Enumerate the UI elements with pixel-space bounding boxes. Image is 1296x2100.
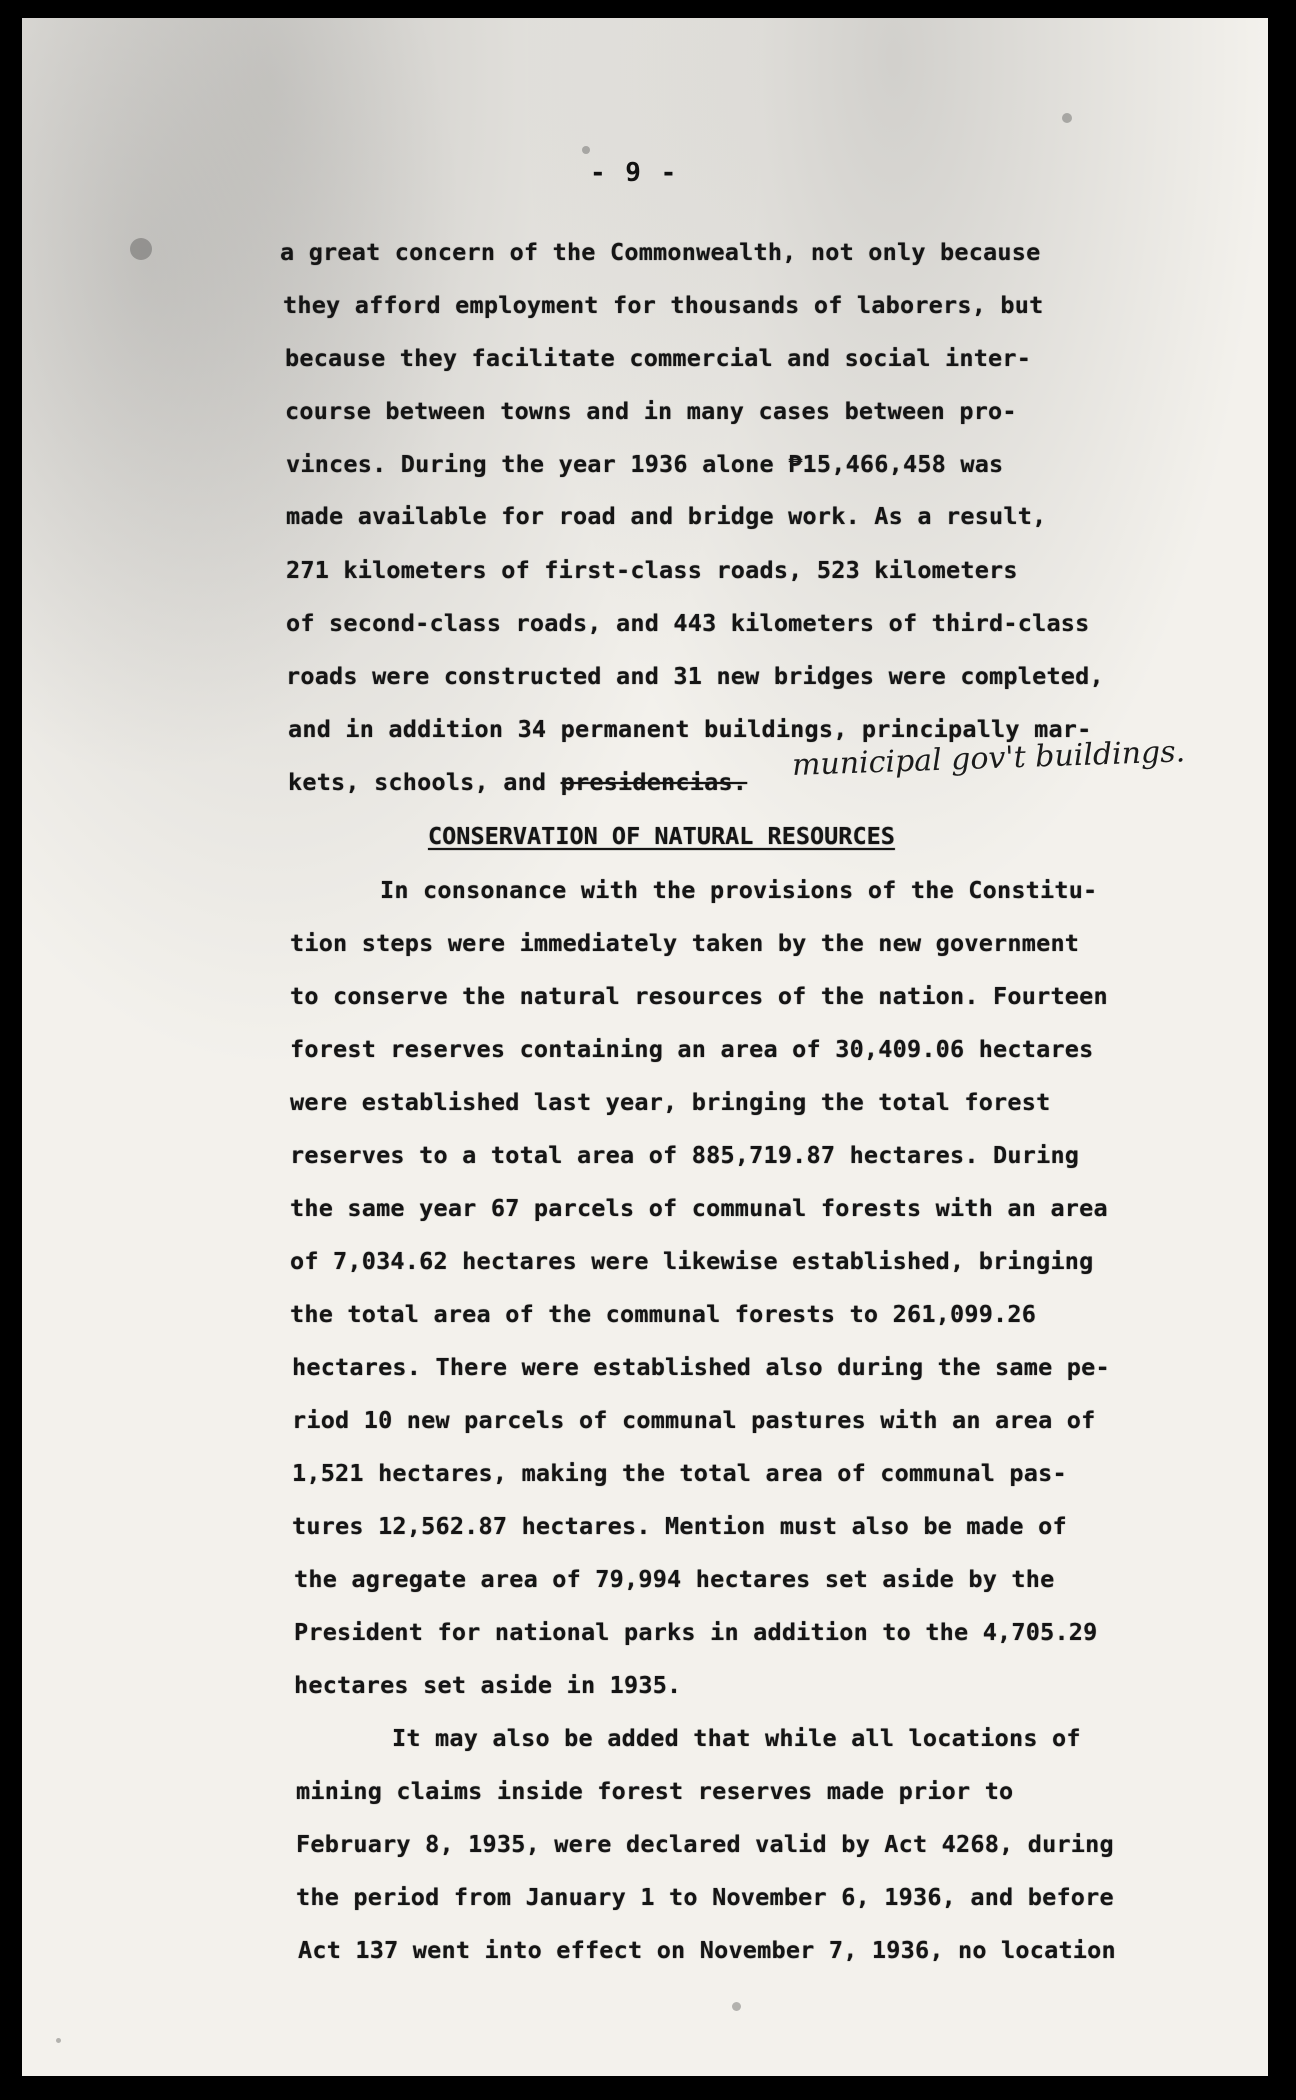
text-line — [288, 768, 747, 796]
text-line: the total area of the communal forests to 261,099.26 — [290, 1300, 1037, 1328]
text-line: of second-class roads, and 443 kilometers of third-class — [286, 609, 1090, 637]
text-line: because they facilitate commercial and social inter- — [285, 344, 1032, 372]
scan-speck — [56, 2038, 61, 2043]
text-line: hectares. There were established also during the same pe- — [292, 1353, 1110, 1381]
text-line: tion steps were immediately taken by the new government — [290, 929, 1080, 957]
text-line: 1,521 hectares, making the total area of communal pas- — [292, 1459, 1067, 1487]
scan-speck — [130, 238, 152, 260]
text-line: riod 10 new parcels of communal pastures with an area of — [292, 1406, 1096, 1434]
struck-word: presidencias. — [560, 768, 748, 796]
text-line: vinces. During the year 1936 alone ₱15,466,458 was — [286, 450, 1004, 478]
text-line: the agregate area of 79,994 hectares set aside by the — [294, 1565, 1055, 1593]
text-line: the period from January 1 to November 6, 1936, and before — [296, 1883, 1114, 1911]
text-line: of 7,034.62 hectares were likewise established, bringing — [290, 1247, 1094, 1275]
text-line: roads were constructed and 31 new bridges were completed, — [286, 662, 1104, 690]
text-line: were established last year, bringing the total forest — [290, 1088, 1051, 1116]
text-line: the same year 67 parcels of communal forests with an area — [290, 1194, 1108, 1222]
text-line: tures 12,562.87 hectares. Mention must also be made of — [292, 1512, 1067, 1540]
text-line: In consonance with the provisions of the Constitu- — [380, 876, 1098, 904]
page-number: - 9 - — [590, 158, 679, 188]
scan-speck — [1062, 113, 1072, 123]
text-line: Act 137 went into effect on November 7, 1936, no location — [298, 1936, 1116, 1964]
text-line: 271 kilometers of first-class roads, 523 kilometers — [286, 556, 1018, 584]
text-line: mining claims inside forest reserves made prior to — [296, 1777, 1014, 1805]
section-heading: CONSERVATION OF NATURAL RESOURCES — [428, 822, 895, 850]
scan-speck — [732, 2002, 741, 2011]
text-line: a great concern of the Commonwealth, not only because — [280, 238, 1041, 266]
text-line-fragment: kets, schools, and — [288, 768, 561, 796]
text-line: February 8, 1935, were declared valid by Act 4268, during — [296, 1830, 1114, 1858]
text-line: reserves to a total area of 885,719.87 hectares. During — [290, 1141, 1080, 1169]
text-line: President for national parks in addition to the 4,705.29 — [294, 1618, 1098, 1646]
text-line: forest reserves containing an area of 30,409.06 hectares — [290, 1035, 1094, 1063]
text-line: they afford employment for thousands of laborers, but — [283, 291, 1044, 319]
text-line: and in addition 34 permanent buildings, principally mar- — [288, 715, 1092, 743]
handwritten-insertion: municipal gov't buildings. — [791, 734, 1186, 783]
text-line: course between towns and in many cases between pro- — [285, 397, 1017, 425]
scan-speck — [582, 146, 590, 154]
text-line: It may also be added that while all locations of — [392, 1724, 1081, 1752]
text-line: hectares set aside in 1935. — [294, 1671, 682, 1699]
text-line: made available for road and bridge work. As a result, — [286, 502, 1047, 530]
text-line: to conserve the natural resources of the nation. Fourteen — [290, 982, 1108, 1010]
